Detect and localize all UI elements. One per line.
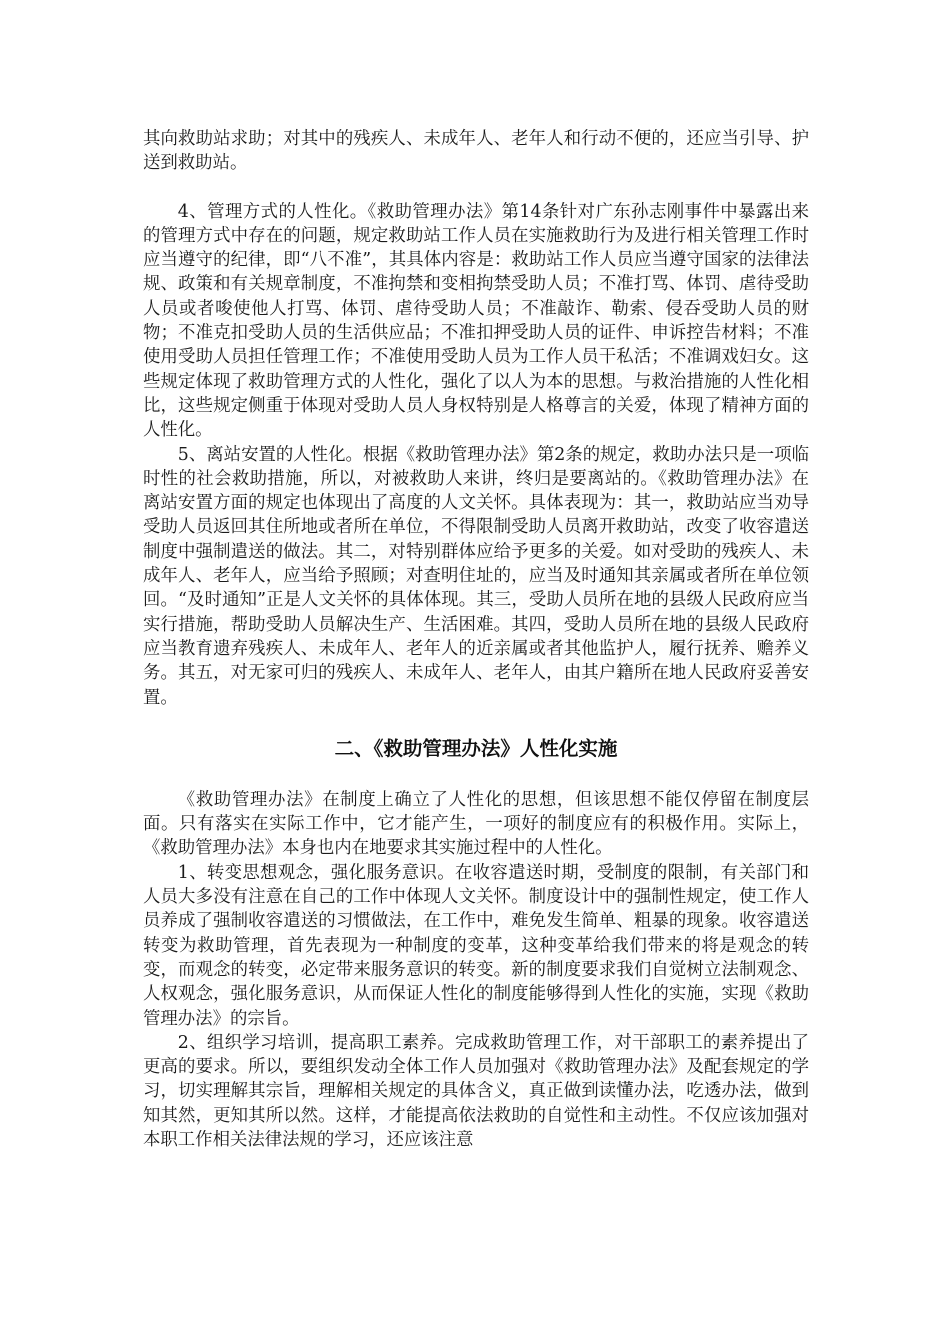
- paragraph-continuation: 其向救助站求助；对其中的残疾人、未成年人、老年人和行动不便的，还应当引导、护送到救助站。: [143, 129, 809, 174]
- section-heading: 二、《救助管理办法》人性化实施: [334, 736, 618, 760]
- paragraph-training: 2、组织学习培训，提高职工素养。完成救助管理工作，对干部职工的素养提出了更高的要求。所以，要组织发动全体工作人员加强对《救助管理办法》及配套规定的学习，切实理解其宗旨，理解相关规定的具体含义，真正做到读懂办法，吃透办法，做到知其然，更知其所以然。这样，才能提高依法救助的自觉性和主动性。不仅应该加强对本职工作相关法律法规的学习，还应该注意: [143, 1032, 809, 1150]
- paragraph-change-mindset: 1、转变思想观念，强化服务意识。在收容遣送时期，受制度的限制，有关部门和人员大多没有注意在自己的工作中体现人文关怀。制度设计中的强制性规定，使工作人员养成了强制收容遣送的习惯做法，在工作中，难免发生简单、粗暴的现象。收容遣送转变为救助管理，首先表现为一种制度的变革，这种变革给我们带来的将是观念的转变，而观念的转变，必定带来服务意识的转变。新的制度要求我们自觉树立法制观念、人权观念，强化服务意识，从而保证人性化的制度能够得到人性化的实施，实现《救助管理办法》的宗旨。: [143, 862, 809, 1029]
- paragraph-management-humanization: 4、管理方式的人性化。《救助管理办法》第14条针对广东孙志刚事件中暴露出来的管理方式中存在的问题，规定救助站工作人员在实施救助行为及进行相关管理工作时应当遵守的纪律，即“八不准”，其具体内容是：救助站工作人员应当遵守国家的法律法规、政策和有关规章制度，不准拘禁和变相拘禁受助人员；不准打骂、体罚、虐待受助人员或者唆使他人打骂、体罚、虐待受助人员；不准敲诈、勒索、侵吞受助人员的财物；不准克扣受助人员的生活供应品；不准扣押受助人员的证件、申诉控告材料；不准使用受助人员担任管理工作；不准使用受助人员为工作人员干私活；不准调戏妇女。这些规定体现了救助管理方式的人性化，强化了以人为本的思想。与救治措施的人性化相比，这些规定侧重于体现对受助人员人身权特别是人格尊言的关爱，体现了精神方面的人性化。: [143, 201, 809, 441]
- paragraph-departure-placement: 5、离站安置的人性化。根据《救助管理办法》第2条的规定，救助办法只是一项临时性的社会救助措施，所以，对被救助人来讲，终归是要离站的。《救助管理办法》在离站安置方面的规定也体现出了高度的人文关怀。具体表现为：其一，救助站应当劝导受助人员返回其住所地或者所在单位，不得限制受助人员离开救助站，改变了收容遣送制度中强制遣送的做法。其二，对特别群体应给予更多的关爱。如对受助的残疾人、未成年人、老年人，应当给予照顾；对查明住址的，应当及时通知其亲属或者所在单位领回。“及时通知”正是人文关怀的具体体现。其三，受助人员所在地的县级人民政府应当实行措施，帮助受助人员解决生产、生活困难。其四，受助人员所在地的县级人民政府应当教育遗弃残疾人、未成年人、老年人的近亲属或者其他监护人，履行抚养、赡养义务。其五，对无家可归的残疾人、未成年人、老年人，由其户籍所在地人民政府妥善安置。: [143, 444, 809, 708]
- document-page: [143, 127, 809, 1152]
- paragraph-section-intro: 《救助管理办法》在制度上确立了人性化的思想，但该思想不能仅停留在制度层面。只有落实在实际工作中，它才能产生，一项好的制度应有的积极作用。实际上，《救助管理办法》本身也内在地要求其实施过程中的人性化。: [143, 789, 809, 859]
